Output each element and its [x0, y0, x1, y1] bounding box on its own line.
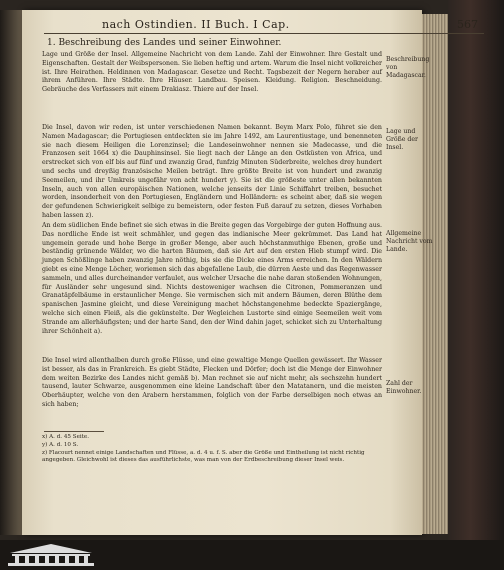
paragraph — [42, 222, 382, 336]
page-edges — [422, 14, 448, 534]
margin-note: Allgemeine Nachricht vom Lande. — [386, 230, 433, 253]
paragraph-text: Die Insel wird allenthalben durch große Flüsse, und eine gewaltige Menge Quellen gewässert. Ihr Wasser ist besser, als das in Frankreich. Es giebt Städte, Flecken und Dörfer; doch ist die Menge der Einwohner dem weiten Bezirke des Landes nicht gemäß b). Man rechnet sie auf nicht mehr, als sechszehn hundert tausend, lauter Schwarze, ausgenommen eine kleine Landschaft über den Matatanern, und die meisten Oberhäupter, welche von den Arabern herstammen, folglich von der Farbe derselbigen noch etwas an sich haben; — [42, 357, 382, 408]
section-title: 1. Beschreibung des Landes und seiner Einwohner. — [47, 38, 282, 48]
book-cover-edge — [448, 0, 504, 540]
chapter-summary — [42, 51, 382, 95]
page-number: 567 — [457, 18, 478, 31]
footnotes — [42, 434, 382, 465]
library-building-logo — [6, 543, 96, 567]
footnote: x) A. d. 45 Seite. — [42, 434, 90, 440]
book-gutter — [0, 10, 24, 535]
paragraph — [42, 124, 382, 221]
paragraph — [42, 357, 382, 410]
paragraph-text: Die Insel, davon wir reden, ist unter verschiedenen Namen bekannt. Beym Marx Polo, führet sie den Namen Madagascar; die Portugiesen entdeckten sie im Jahre 1492, am Laurentiustage, und benenneten sie nach diesem Heiligen die Lorenzinsel; die Landeseinwohner nennen sie Madecasse, und die Franzosen seit 1664 x) die Dauphinsinsel. Sie liegt nach der Länge an den Ostküsten von Africa, und erstrecket sich von elf bis auf fünf und zwanzig Grad, funfzig Minuten Süderbreite, welches drey hundert und sechs und dreyßig französische Meilen beträgt. Ihre größte Breite ist von hundert und zwanzig Seemeilen, und ihr Umkreis ungefähr von acht hundert y). Sie ist die größeste unter allen bekannten Inseln, auch von allen europäischen Nationen, welche jenseits der Linie Schiffahrt treiben, besuchet worden, insonderheit von den Portugiesen, Engländern und Holländern: es scheint aber, daß sie wegen der gefundenen Schwierigkeit selbige zu bemeistern, oder festen Fuß darauf zu setzen, dieses Vorhaben haben lassen z). — [42, 124, 382, 219]
footnote-rule — [44, 431, 104, 432]
header-rule — [44, 33, 484, 34]
margin-note: Lage und Größe der Insel. — [386, 128, 418, 151]
summary-text: Lage und Größe der Insel. Allgemeine Nachricht von dem Lande. Zahl der Einwohner. Ihre Gestalt und Eigenschaften. Gestalt der Weibspersonen. Sie lieben heftig und artem. Warum die Insel nicht volkreicher ist. Ihre Heirathen. Heldinnen von Madagascar. Gesetze und Recht. Tagsbezeit der Negern heraber auf ihrem Anführen. Ihre Städte. Ihre Häuser. Landbau. Speisen. Kleidung. Religion. Beschneidung. Gebräuche des Verfassers mit einem Drakiasz. Thiere auf der Insel. — [42, 51, 382, 94]
viewer-footer — [0, 540, 504, 570]
running-title: nach Ostindien. II Buch. I Cap. — [102, 18, 290, 31]
margin-note: Beschreibung von Madagascar. — [386, 56, 430, 79]
footnote: z) Flacourt nennet einige Landschaften und Flüsse, a. d. 4 u. f. S. aber die Größe und Eintheilung ist nicht richtig angegeben. Gleichwohl ist dieses das ausführlichste, was man von der Erdbeschreibung dieser Insel weis. — [42, 449, 365, 464]
margin-note: Zahl der Einwohner. — [386, 380, 422, 395]
footnote: y) A. d. 10 S. — [42, 441, 79, 448]
paragraph-text: An dem südlichen Ende befinet sie sich etwas in die Breite gegen das Vorgebirge der guten Hoffnung aus. Das nordliche Ende ist weit schmähler, und gegen das indianische Meer gekrümmet. Das Land hat ungemein gerade und hohe Berge in großer Menge, aber auch höchstanmuthige Ebenen, große und beständig grünende Wälder, wo die harten Bäumen, daß sie Art auf den ersten Hieb stumpf wird. Die jungen Schößlinge haben zwanzig Jahre nöthig, bis sie die Dicke eines Arms erreichen. In den Wäldern giebt es eine Menge Löcher, woriemen sich das abgefallene Laub, die dürren Aeste und das Regenwasser sammeln, und alles durcheinander verfaulet, aus welcher Ursache die nahe daran stoßenden Wohnungen, für Ausländer sehr ungesund sind. Nichts destoweniger wachsen die Citronen, Pommeranzen und Granatäpfelbäume in erstaunlicher Menge. Sie vermischen sich mit andern Bäumen, deren Blüthe dem spanischen Jasmine gleicht, und diese Vereinigung machet höchstangenehme bedeckte Spaziergänge, welche sich einen Fleiß, als die gekünstelte. Der Wegleichen Lustorte sind einige Seemeilen weit vom Strande am allerhäufigsten; und der harte Sand, den der Wind dahin jaget, schicket sich zu Unterhaltung ihrer Schönheit a). — [42, 222, 382, 335]
